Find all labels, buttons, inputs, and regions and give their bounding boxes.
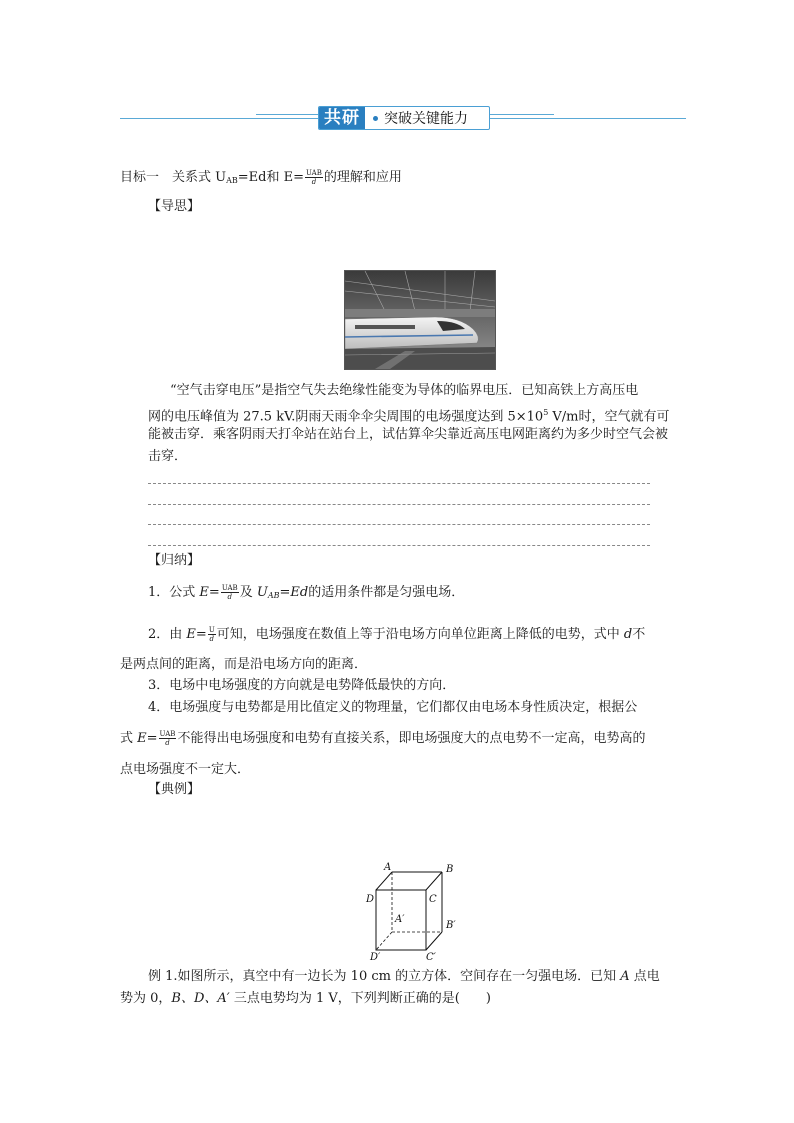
guide-text-line: 网的电压峰值为 27.5 kV.阴雨天雨伞伞尖周围的电场强度达到 $5\times 10^5$ V/m时，空气就有可: [148, 408, 670, 425]
answer-line: [148, 483, 650, 484]
banner-line-left: [120, 118, 320, 119]
cube-hidden-edge: [376, 932, 392, 950]
banner-line-right-upper: [490, 114, 554, 115]
fraction: $\frac{U}{d}$: [208, 626, 215, 643]
banner-line-left-upper: [256, 114, 318, 115]
guide-section-label: 【导思】: [148, 199, 201, 214]
fraction: $\frac{\text{UAB}}{d}$: [305, 169, 322, 186]
summary-item-4: 4．电场强度与电势都是用比值定义的物理量，它们都仅由电场本身性质决定，根据公: [148, 700, 638, 715]
objective-heading: 目标一 关系式 $U_{AB}=Ed$和 E= $\frac{\text{UAB}}{d}$ 的理解和应用: [120, 169, 402, 186]
example-text-line: 例 1.如图所示，真空中有一边长为 10 cm 的立方体．空间存在一匀强电场．已知 A 点电: [148, 969, 660, 984]
cube-label-D-prime: D′: [370, 952, 381, 962]
cube-edge: [376, 872, 392, 890]
guide-text-line: “空气击穿电压”是指空气失去绝缘性能变为导体的临界电压．已知高铁上方高压电: [170, 383, 639, 398]
summary-section-label: 【归纳】: [148, 553, 201, 568]
section-banner: [318, 106, 490, 130]
cube-label-D: D: [366, 894, 375, 905]
cube-label-C: C: [429, 894, 437, 905]
cube-label-C-prime: C′: [426, 952, 436, 962]
banner-line-right: [486, 118, 686, 119]
guide-text-line: 击穿．: [148, 449, 188, 464]
summary-item-2-line2: 是两点间的距离，而是沿电场方向的距离．: [120, 657, 368, 672]
summary-item-3: 3．电场中电场强度的方向就是电势降低最快的方向．: [148, 678, 456, 693]
fraction: $\frac{\text{UAB}}{d}$: [159, 730, 176, 747]
answer-line: [148, 545, 650, 546]
fraction: $\frac{\text{UAB}}{d}$: [221, 584, 238, 601]
cube-edge: [426, 932, 442, 950]
summary-item-4-line2: 式 E= $\frac{\text{UAB}}{d}$ 不能得出电场强度和电势有直接关系，即电场强度大的点电势不一定高，电势高的: [120, 730, 646, 747]
summary-item-1: 1．公式 E= $\frac{\text{UAB}}{d}$ 及 $U_{AB}=Ed$的适用条件都是匀强电场．: [148, 584, 465, 601]
bullet-dot-icon: [373, 116, 378, 121]
cube-label-B-prime: B′: [446, 920, 456, 931]
cube-label-A-prime: A′: [395, 914, 405, 925]
summary-item-4-line3: 点电场强度不一定大．: [120, 762, 251, 777]
example-section-label: 【典例】: [148, 782, 201, 797]
example-text-line: 势为 0，B、D、A′ 三点电势均为 1 V，下列判断正确的是( ): [120, 991, 491, 1006]
answer-line: [148, 504, 650, 505]
high-speed-train-photo: [344, 270, 496, 370]
cube-label-B: B: [446, 864, 454, 875]
banner-tag: 共研: [319, 107, 365, 129]
cube-edge: [426, 872, 442, 890]
banner-title: 突破关键能力: [384, 111, 468, 127]
guide-text-line: 能被击穿．乘客阴雨天打伞站在站台上，试估算伞尖靠近高压电网距离约为多少时空气会被: [148, 427, 669, 442]
cube-diagram: [362, 860, 472, 962]
summary-item-2: 2．由 E= $\frac{U}{d}$ 可知，电场强度在数值上等于沿电场方向单位距离上降低的电势，式中 d不: [148, 626, 646, 643]
answer-line: [148, 524, 650, 525]
cube-label-A: A: [384, 862, 392, 873]
